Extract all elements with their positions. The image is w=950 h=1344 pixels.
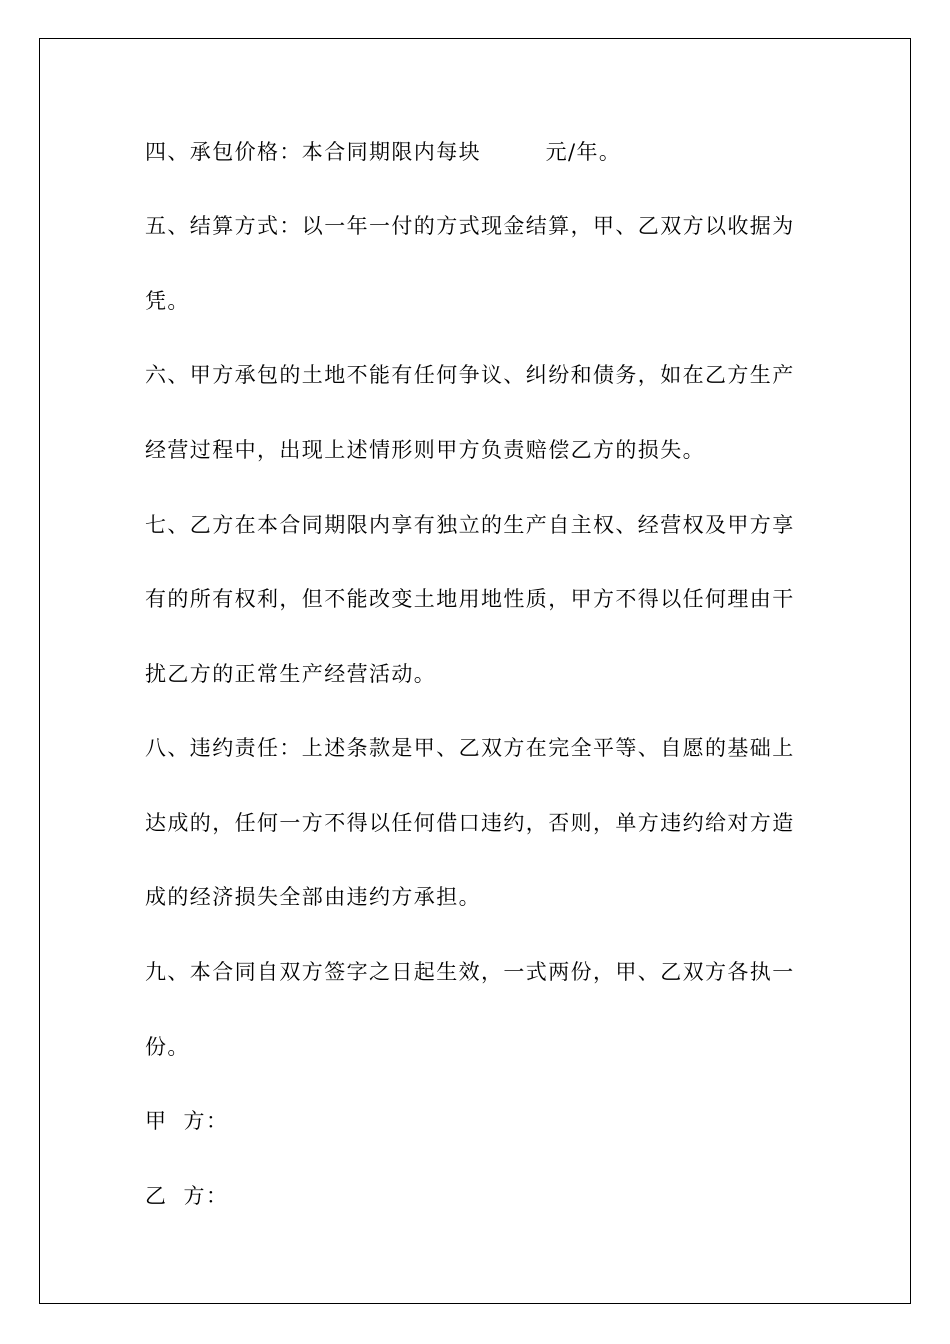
- clause-8-liability-line-2: 达成的，任何一方不得以任何借口违约，否则，单方违约给对方造: [145, 811, 795, 835]
- clause-7-rights-line-3: 扰乙方的正常生产经营活动。: [145, 662, 437, 686]
- clause-5-settlement-line-1: 五、结算方式：以一年一付的方式现金结算，甲、乙双方以收据为: [145, 214, 795, 238]
- clause-8-liability-line-1: 八、违约责任：上述条款是甲、乙双方在完全平等、自愿的基础上: [145, 736, 795, 760]
- clause-4-price: 四、承包价格：本合同期限内每块 元/年。: [145, 140, 622, 164]
- clause-8-liability-line-3: 成的经济损失全部由违约方承担。: [145, 885, 481, 909]
- clause-5-settlement-line-2: 凭。: [145, 289, 190, 313]
- clause-6-dispute-line-1: 六、甲方承包的土地不能有任何争议、纠纷和债务，如在乙方生产: [145, 363, 795, 387]
- party-b-signature-label: 乙 方：: [145, 1184, 229, 1208]
- clause-6-dispute-line-2: 经营过程中，出现上述情形则甲方负责赔偿乙方的损失。: [145, 438, 705, 462]
- clause-7-rights-line-1: 七、乙方在本合同期限内享有独立的生产自主权、经营权及甲方享: [145, 513, 795, 537]
- clause-9-effective-line-1: 九、本合同自双方签字之日起生效，一式两份，甲、乙双方各执一: [145, 960, 795, 984]
- clause-7-rights-line-2: 有的所有权利，但不能改变土地用地性质，甲方不得以任何理由干: [145, 587, 795, 611]
- party-a-signature-label: 甲 方：: [145, 1109, 229, 1133]
- clause-9-effective-line-2: 份。: [145, 1035, 190, 1059]
